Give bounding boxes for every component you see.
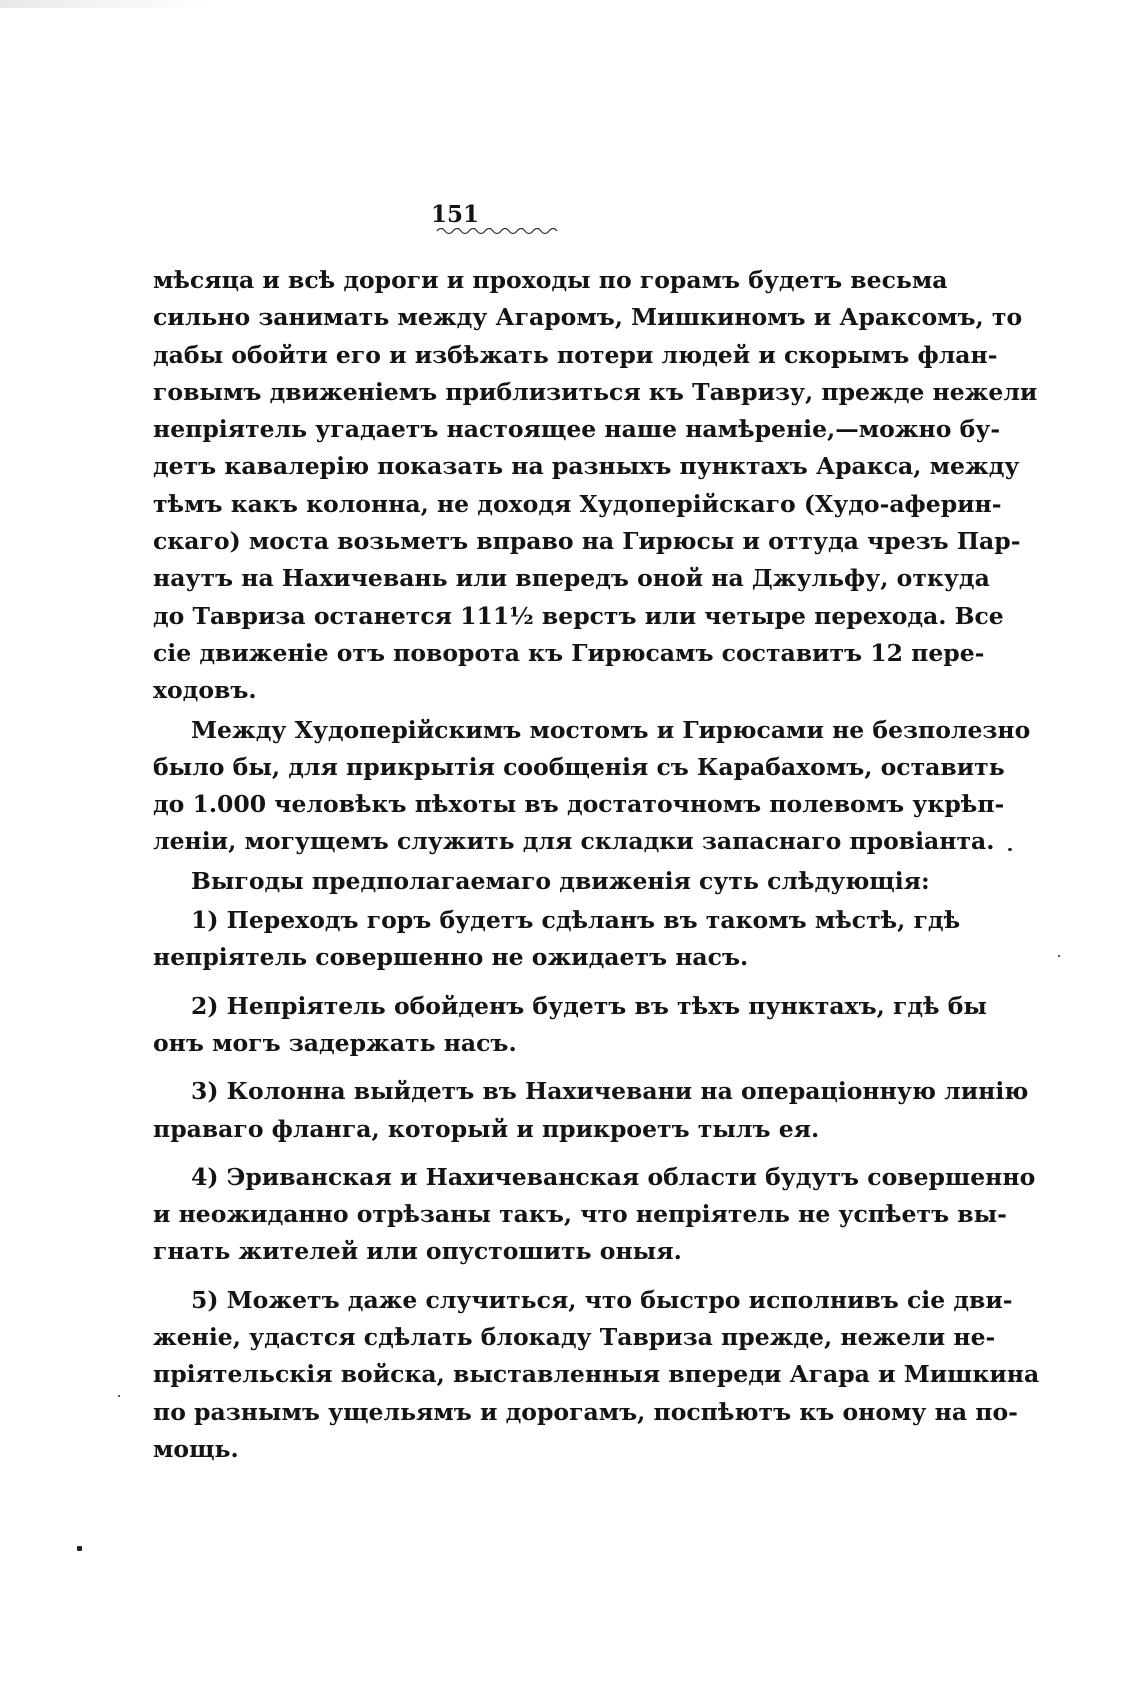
text-line: сильно занимать между Агаромъ, Мишкиномъ и Араксомъ, то — [153, 303, 1023, 332]
text-line: ходовъ. — [153, 676, 257, 705]
text-line: непріятель совершенно не ожидаетъ насъ. — [153, 943, 749, 972]
text-line: наутъ на Нахичевань или впередъ оной на Джульфу, откуда — [153, 564, 990, 593]
text-line: Выгоды предполагаемаго движенія суть слѣдующія: — [191, 866, 930, 895]
text-line: дабы обойти его и избѣжать потери людей и скорымъ флан- — [153, 340, 998, 369]
text-line: тѣмъ какъ колонна, не доходя Худоперійскаго (Худо-аферин- — [153, 489, 1002, 518]
scan-edge-smudge — [0, 0, 210, 8]
text-line: мощь. — [153, 1434, 239, 1463]
text-line: до Тавриза останется 111½ верстъ или четыре перехода. Все — [153, 601, 1004, 630]
scan-speck — [1008, 848, 1012, 851]
scan-speck — [77, 1546, 82, 1551]
text-line: мѣсяца и всѣ дороги и проходы по горамъ будетъ весьма — [153, 266, 948, 294]
text-line: Между Худоперійскимъ мостомъ и Гирюсами не безполезно — [191, 715, 1031, 744]
list-item: 3) Колонна выйдетъ въ Нахичевани на операціонную линію — [191, 1077, 1029, 1106]
list-item: 1) Переходъ горъ будетъ сдѣланъ въ такомъ мѣстѣ, гдѣ — [191, 906, 961, 935]
list-item: 5) Можетъ даже случиться, что быстро исполнивъ сіе дви- — [191, 1285, 1013, 1314]
scan-speck — [118, 1395, 120, 1397]
text-line: леніи, могущемъ служить для складки запаснаго провіанта. — [153, 827, 995, 856]
text-line: говымъ движеніемъ приблизиться къ Тавризу, прежде нежели — [153, 377, 1038, 406]
text-line: скаго) моста возьметъ вправо на Гирюсы и оттуда чрезъ Пар- — [153, 527, 1021, 556]
list-item: 4) Эриванская и Нахичеванская области будутъ совершенно — [191, 1162, 1036, 1191]
text-line: детъ кавалерію показать на разныхъ пунктахъ Аракса, между — [153, 452, 1020, 481]
text-line: и неожиданно отрѣзаны такъ, что непріятель не успѣетъ вы- — [153, 1200, 1007, 1229]
list-item: 2) Непріятель обойденъ будетъ въ тѣхъ пунктахъ, гдѣ бы — [191, 991, 987, 1020]
scan-speck — [1058, 955, 1060, 957]
text-line: пріятельскія войска, выставленныя впереди Агара и Мишкина — [153, 1360, 1040, 1389]
text-line: женіе, удастся сдѣлать блокаду Тавриза прежде, нежели не- — [153, 1323, 996, 1352]
text-line: онъ могъ задержать насъ. — [153, 1028, 517, 1057]
text-line: по разнымъ ущельямъ и дорогамъ, поспѣютъ къ оному на по- — [153, 1397, 1018, 1426]
text-line: праваго фланга, который и прикроетъ тылъ ея. — [153, 1114, 820, 1143]
ornament-divider-icon — [435, 224, 560, 236]
body-text — [153, 262, 1040, 1468]
page-number: 151 — [430, 201, 479, 228]
text-line: было бы, для прикрытія сообщенія съ Карабахомъ, оставить — [153, 752, 1005, 781]
text-line: сіе движеніе отъ поворота къ Гирюсамъ составитъ 12 пере- — [153, 638, 985, 667]
text-line: до 1.000 человѣкъ пѣхоты въ достаточномъ полевомъ укрѣп- — [153, 790, 1005, 819]
text-line: непріятель угадаетъ настоящее наше намѣреніе,—можно бу- — [153, 415, 1001, 444]
text-line: гнать жителей или опустошить оныя. — [153, 1237, 682, 1266]
